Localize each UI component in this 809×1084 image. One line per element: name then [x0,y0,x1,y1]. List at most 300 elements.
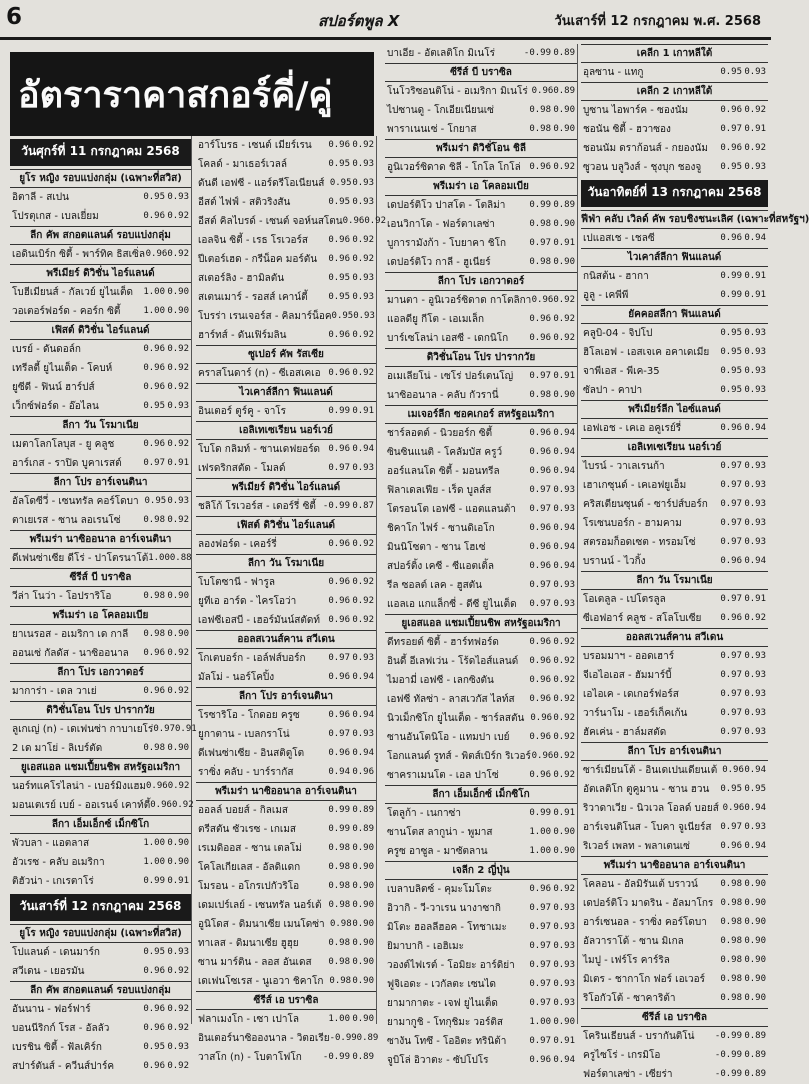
odds-even: 0.93 [744,822,766,832]
odds-odd: 0.95 [328,273,350,283]
match-row [385,937,577,956]
match-name: คราสโนดาร์ (n) - ซีเอสเคเอ [198,368,321,379]
odds-even: 0.90 [167,857,189,867]
match-row [385,82,577,101]
odds-even: 0.92 [553,295,575,305]
odds-even: 0.92 [167,781,190,791]
match-row [196,402,376,421]
odds-even: 0.93 [167,1042,189,1052]
odds-even: 0.93 [744,366,766,376]
match-row [10,340,191,359]
match-row [581,229,768,248]
match-row [10,283,191,302]
league-heading: พรีเมร่า ดิวิชั่โอน ชิลี [385,139,577,158]
odds-odd: 0.98 [143,629,165,639]
match-name: โครินเธียนส์ - บรากันติโน่ [583,1031,695,1042]
odds-even: 0.93 [744,518,766,528]
odds-even: 0.92 [167,211,189,221]
league-heading: เจลีก 2 ญี่ปุ่น [385,861,577,880]
odds-odd: 0.97 [529,1036,551,1046]
odds-odd: 0.95 [720,784,742,794]
match-row [196,858,376,877]
odds-even: 0.88 [169,553,192,563]
match-row [10,188,191,207]
odds-even: 0.90 [553,105,575,115]
match-name: อาร์เซนอล - ราซิ่ง คอร์โดบา [583,917,707,928]
odds-even: 0.90 [744,955,766,965]
match-name: ยาเนรอส - อเมริกา เด กาลี [12,629,129,640]
odds-odd: 0.97 [529,922,551,932]
odds-odd: -0.99 [714,1069,742,1079]
match-name: สปอร์ติ้ง เคซี - ซีแอตเติ้ล [387,561,495,572]
match-name: ซัลปา - คาปา [583,385,643,396]
match-row [196,1048,376,1067]
league-heading: เฟิสต์ ดิวิชั่น ไอร์แลนด์ [196,516,376,535]
odds-even: 0.93 [553,960,575,970]
match-name: จาพีเอส - พีเค-35 [583,366,660,377]
match-row [196,231,376,250]
odds-even: 0.91 [744,124,766,134]
league-heading: ไวเคาส์ลีกา ฟินแลนด์ [196,383,376,402]
odds-even: 0.93 [744,708,766,718]
odds-even: 0.93 [553,922,575,932]
odds-odd: 0.96 [529,428,551,438]
odds-odd: 0.97 [529,903,551,913]
odds-even: 0.93 [352,197,374,207]
match-row [385,1051,577,1070]
odds-even: 0.92 [553,162,575,172]
odds-even: 0.92 [553,884,575,894]
match-row [196,915,376,934]
match-name: เบลาบลิตซ์ - คุมะโมโตะ [387,884,493,895]
match-name: ดีเฟนซ่าเซีย - อินสติตูโต [198,748,305,759]
match-row [10,943,191,962]
odds-even: 0.92 [744,613,766,623]
odds-odd: 0.97 [529,941,551,951]
odds-even: 0.90 [553,219,575,229]
odds-odd: 0.97 [720,480,742,490]
odds-odd: 0.98 [328,843,350,853]
match-name: ออนเซ่ กัลดัส - นาซิออนาล [12,648,129,659]
odds-odd: 0.96 [328,235,350,245]
odds-even: 0.92 [553,314,575,324]
match-name: โบรร่า เรนเจอร์ส - คิลมาร์น็อค [198,311,332,322]
match-row [385,367,577,386]
match-name: มินนิโซตา - ซาน โฮเซ่ [387,542,486,553]
odds-even: 0.91 [167,876,189,886]
match-name: ซานโตส ลากูน่า - พูมาส [387,827,493,838]
odds-odd: 1.00 [143,306,165,316]
odds-odd: 0.96 [529,770,551,780]
match-row [196,535,376,554]
match-name: ไมปู - เฟร์โร คาร์ริล [583,955,670,966]
match-row [385,386,577,405]
odds-odd: 0.96 [143,439,165,449]
match-row [581,139,768,158]
match-name: โรซาริโอ - โกดอย ครูซ [198,710,300,721]
match-row [10,834,191,853]
match-row [10,492,191,511]
match-name: โบโตซานี - ฟารูล [198,577,275,588]
odds-even: 0.90 [352,900,374,910]
odds-even: 0.91 [175,724,197,734]
odds-even: 0.90 [553,1017,575,1027]
odds-odd: 0.95 [143,947,165,957]
match-name: อินดี้ อีเลฟเว่น - โร้ดไอส์แลนด์ [387,656,519,667]
odds-odd: 0.99 [529,808,551,818]
match-name: คลูบิ-04 - จิปโป [583,328,653,339]
match-name: มอนเตเรย์ เบย์ - ออเรนจ์ เคาท์ตี้ [12,800,151,811]
match-row [581,894,768,913]
match-name: ไบรน์ - วาเลเรนก้า [583,461,665,472]
match-name: โตลูก้า - เนกาซ่า [387,808,461,819]
odds-even: 0.93 [167,401,189,411]
odds-even: 0.91 [744,594,766,604]
odds-odd: 0.96 [143,363,165,373]
odds-odd: 0.97 [529,998,551,1008]
match-name: อีสต์ ไฟฟ์ - สติวริงสัน [198,197,291,208]
odds-odd: 0.97 [720,594,742,604]
match-name: วาสโก (n) - โบตาโฟโก [198,1052,302,1063]
odds-odd: 0.96 [328,596,350,606]
odds-even: 0.93 [744,328,766,338]
odds-odd: 0.98 [720,917,742,927]
odds-even: 0.96 [352,767,374,777]
odds-even: 0.93 [744,727,766,737]
odds-even: 0.90 [553,846,575,856]
odds-odd: 0.96 [720,613,742,623]
odds-even: 0.92 [553,751,575,761]
league-heading: ดิวิชั่นโอน โปร ปารากวัย [10,701,191,720]
odds-odd: 0.95 [331,311,354,321]
match-name: ซานอันโตนิโอ - แทมปา เบย์ [387,732,510,743]
match-row [10,587,191,606]
odds-odd: 0.96 [143,1061,165,1071]
odds-even: 0.87 [352,501,374,511]
odds-odd: 0.96 [529,694,551,704]
odds-even: 0.93 [167,192,189,202]
odds-odd: 0.99 [720,271,742,281]
league-heading: พรีเมียร์ ดิวิชั่น ไอร์แลนด์ [196,478,376,497]
odds-even: 0.93 [553,485,575,495]
match-row [10,777,191,796]
match-row [581,419,768,438]
odds-even: 0.90 [352,881,374,891]
match-name: ริโอกัวโต้ - ซาคาริต้า [583,993,676,1004]
match-name: มานตา - อูนิเวอร์ซิดาด กาโตลิกา [387,295,532,306]
match-row [10,644,191,663]
odds-even: 0.94 [744,841,766,851]
match-name: อัลโดซีวี่ - เซนทรัล คอร์โดบา [12,496,139,507]
match-name: แอลดียู กีโต - เอเมเล็ก [387,314,485,325]
odds-even: 0.94 [744,233,766,243]
odds-even: 0.93 [553,941,575,951]
odds-even: 0.93 [553,599,575,609]
odds-odd: 0.96 [720,556,742,566]
match-name: ดีทรอยต์ ซิตี้ - ฮาร์ทฟอร์ด [387,637,499,648]
odds-even: 0.94 [744,423,766,433]
match-name: ยามากาตะ - เจฟ ยูไนเต็ด [387,998,498,1009]
odds-even: 0.89 [352,1052,374,1062]
odds-odd: 1.00 [328,1014,350,1024]
match-name: เรเมดิออส - ซาน เตลโม่ [198,843,302,854]
odds-even: 0.90 [352,862,374,872]
odds-odd: 0.97 [153,724,175,734]
odds-odd: 0.96 [720,143,742,153]
odds-odd: 0.96 [529,314,551,324]
odds-even: 0.92 [167,439,189,449]
match-name: เว็กซ์ฟอร์ด - อ๊อไลน [12,401,99,412]
odds-odd: 0.97 [328,729,350,739]
odds-odd: 0.96 [143,686,165,696]
odds-odd: 0.97 [720,727,742,737]
league-heading: ลีกา โปร อาร์เจนตินา [10,473,191,492]
odds-column-2 [196,136,386,1063]
match-name: โอเตลูล - เปโตรลูล [583,594,666,605]
odds-even: 0.93 [553,979,575,989]
match-name: เดมเปร์เลย์ - เซนทรัล นอร์เต้ [198,900,322,911]
match-row [10,682,191,701]
odds-odd: 0.96 [529,523,551,533]
match-row [581,1065,768,1084]
match-row [581,267,768,286]
match-name: โตรอนโต เอฟซี - แอตแลนต้า [387,504,516,515]
odds-odd: 0.95 [720,67,742,77]
odds-even: 0.92 [744,105,766,115]
odds-odd: -0.99 [714,1031,742,1041]
odds-even: 0.92 [553,637,575,647]
odds-even: 0.93 [553,504,575,514]
date-banner: วันเสาร์ที่ 12 กรกฎาคม 2568 [10,894,191,921]
match-name: เอไอเค - เดเกอร์ฟอร์ส [583,689,679,700]
odds-odd: 0.95 [720,366,742,376]
match-name: ตาเยเรส - ซาน ลอเรนโซ่ [12,515,121,526]
odds-odd: 0.98 [720,955,742,965]
match-name: 2 เด มาโย่ - ลิเบร์ตัด [12,743,103,754]
match-name: โรเซนบอร์ก - ฮามคาม [583,518,682,529]
match-row [10,435,191,454]
league-heading: ลีกา เอ็มเอ็กซ์ เม็กซิโก [10,815,191,834]
match-name: บาร์เซโลน่า เอสซี - เดกนิโก [387,333,509,344]
match-row [385,44,577,63]
match-name: เมตาโลกโลบุส - ยู คลูช [12,439,115,450]
league-heading: เอลิเทเซเรียน นอร์เวย์ [581,438,768,457]
match-name: เอลจิน ซิตี้ - เรธ โรเวอร์ส [198,235,308,246]
odds-odd: 0.96 [328,254,350,264]
odds-even: 0.90 [167,743,189,753]
odds-odd: 0.97 [720,651,742,661]
odds-even: 0.93 [744,162,766,172]
league-heading: ยูโร หญิง รอบแบ่งกลุ่ม (เฉพาะที่สวิส) [10,924,191,943]
odds-odd: 1.00 [143,287,165,297]
odds-even: 0.89 [356,1033,379,1043]
odds-odd: 0.96 [342,216,365,226]
odds-odd: 0.95 [720,162,742,172]
league-heading: ลีกา โปร เอกวาดอร์ [10,663,191,682]
league-heading: ดิวิชั่นโอน โปร ปารากวัย [385,348,577,367]
match-name: ชอนนัม ดราก้อนส์ - กยองนัม [583,143,708,154]
match-row [581,495,768,514]
league-heading: พรีเมียร์ ดิวิชั่น ไอร์แลนด์ [10,264,191,283]
match-name: อูลู - เคพีพี [583,290,629,301]
odds-odd: -0.99 [322,1052,350,1062]
league-heading: ออลสเวนส์คาน สวีเดน [196,630,376,649]
odds-odd: 0.98 [328,938,350,948]
match-name: โบโด กลิมท์ - ซานเดฟยอร์ด [198,444,321,455]
match-name: ซาน มาร์ติน - ลอส อันเดส [198,957,312,968]
match-row [10,1019,191,1038]
odds-odd: 0.99 [328,824,350,834]
match-name: จูบิโล่ อิวาตะ - ซัปโปโร [387,1055,489,1066]
issue-date: วันเสาร์ที่ 12 กรกฎาคม พ.ศ. 2568 [554,14,761,29]
match-name: ริเวอร์ เพลท - พลาเตนเซ่ [583,841,690,852]
odds-even: 0.94 [553,523,575,533]
match-row [196,307,376,326]
odds-even: 0.94 [352,748,374,758]
match-name: พาราเนนเซ่ - โกยาส [387,124,477,135]
match-row [385,443,577,462]
odds-even: 0.94 [744,556,766,566]
odds-odd: 0.96 [529,884,551,894]
match-name: ฮัคเค่น - ฮาล์มสตัด [583,727,667,738]
odds-odd: 0.95 [143,192,165,202]
league-heading: ลีกา วัน โรมาเนีย [196,554,376,573]
odds-even: 0.91 [167,458,189,468]
odds-odd: 0.96 [328,748,350,758]
match-row [385,956,577,975]
odds-even: 0.94 [352,444,374,454]
match-row [385,101,577,120]
match-row [196,972,376,991]
odds-even: 0.94 [553,466,575,476]
match-name: ลูเกเญ่ (n) - เดเฟนซ่า กาบาเยโร่ [12,724,154,735]
match-row [581,1027,768,1046]
match-name: อิวากิ - วี-วาเรน นางาซากิ [387,903,501,914]
odds-odd: 0.99 [328,406,350,416]
odds-even: 0.92 [167,686,189,696]
match-row [385,500,577,519]
match-row [581,913,768,932]
odds-odd: 1.00 [529,827,551,837]
match-row [581,120,768,139]
match-name: ไมอามี่ เอฟซี - เลกซิงตัน [387,675,494,686]
match-name: อูนิเวอร์ซิดาด ชิลี - โกโล โกโล่ [387,162,521,173]
odds-even: 0.93 [553,580,575,590]
match-name: มิเตร - ชากาโก ฟอร์ เอเวอร์ [583,974,705,985]
odds-odd: 0.96 [143,1004,165,1014]
odds-even: 0.90 [744,879,766,889]
match-row [581,552,768,571]
match-row [385,728,577,747]
match-row [196,1029,379,1048]
match-row [10,625,191,644]
odds-even: 0.94 [744,765,766,775]
odds-even: 0.94 [553,561,575,571]
odds-even: 0.92 [352,330,374,340]
odds-even: 0.93 [352,292,374,302]
match-name: ซีเอฟอาร์ คลูช - สโลโบเซีย [583,613,702,624]
odds-odd: 0.96 [720,841,742,851]
odds-odd: 0.97 [328,463,350,473]
page-title: อัตราราคาสกอร์คี่/คู่ [10,52,374,136]
match-name: ยามากูชิ - โทกุชิมะ วอร์ติส [387,1017,504,1028]
match-row [10,378,191,397]
match-name: ฟิลาเดลเฟีย - เร็ด บูลส์ส [387,485,492,496]
match-name: ออลล์ บอยส์ - กิลเมส [198,805,289,816]
odds-odd: 0.96 [529,333,551,343]
league-heading: ลีกา โปร เอกวาดอร์ [385,272,577,291]
odds-odd: 0.96 [529,542,551,552]
odds-even: 0.93 [352,729,374,739]
odds-even: 0.93 [352,159,374,169]
match-name: กนิสต้น - ฮากา [583,271,649,282]
odds-odd: 0.98 [328,881,350,891]
odds-even: 0.91 [352,406,374,416]
odds-even: 0.90 [553,257,575,267]
odds-odd: 0.96 [529,732,551,742]
page-header [0,0,771,40]
odds-even: 0.92 [553,656,575,666]
match-name: ตรีสตัน ซัวเรซ - เกเมส [198,824,297,835]
odds-odd: 0.97 [720,518,742,528]
odds-even: 0.89 [744,1050,766,1060]
odds-odd: 0.96 [328,444,350,454]
match-row [581,818,768,837]
match-name: วีล่า โนว่า - โอปราริโอ [12,591,112,602]
league-heading: ยูโร หญิง รอบแบ่งกลุ่ม (เฉพาะที่สวิส) [10,169,191,188]
match-row [10,245,191,264]
odds-odd: 0.96 [328,577,350,587]
odds-column-4 [581,44,809,1080]
match-row [196,668,376,687]
match-name: โคลด์ - มาเธอร์เวลล์ [198,159,288,170]
odds-odd: 0.98 [720,898,743,908]
match-name: บรานน์ - ไวกิ้ง [583,556,646,567]
odds-odd: 0.96 [143,966,165,976]
match-name: ชลิโก้ โรเวอร์ส - เดอร์รี่ ซิตี้ [198,501,316,512]
odds-even: 0.89 [352,824,374,834]
odds-odd: 0.97 [720,689,742,699]
match-row [196,592,376,611]
league-heading: เคลีก 2 เกาหลีใต้ [581,82,768,101]
odds-even: 0.90 [352,976,374,986]
match-name: แอลเอ แกแล็กซี่ - ดีซี ยูไนเต็ด [387,599,517,610]
odds-odd: 0.95 [143,1042,165,1052]
odds-odd: 0.97 [529,599,551,609]
match-row [196,896,376,915]
match-row [196,193,376,212]
odds-even: 0.93 [744,651,766,661]
match-name: ฮาร์ทส์ - ดันเฟิร์มลิน [198,330,287,341]
league-heading: ยัคคอสลีกา ฟินแลนด์ [581,305,768,324]
odds-even: 0.90 [352,938,374,948]
odds-even: 0.92 [352,577,374,587]
odds-even: 0.93 [744,461,766,471]
match-name: เอฟซีเอสบี - เฮอร์มันน์สตัดท์ [198,615,320,626]
match-row [10,1000,191,1019]
odds-odd: 1.00 [529,1017,551,1027]
match-row [385,918,577,937]
match-row [196,326,376,345]
match-row [196,174,376,193]
match-name: วอเตอร์ฟอร์ด - คอร์ก ซิตี้ [12,306,121,317]
league-heading: ซีรีส์ เอ บราซิล [581,1008,768,1027]
odds-even: 0.94 [744,803,766,813]
odds-odd: 0.98 [328,862,350,872]
match-name: ยูกาตาน - เบลกราโน่ [198,729,290,740]
match-row [196,744,376,763]
match-name: โปแลนด์ - เดนมาร์ก [12,947,100,958]
